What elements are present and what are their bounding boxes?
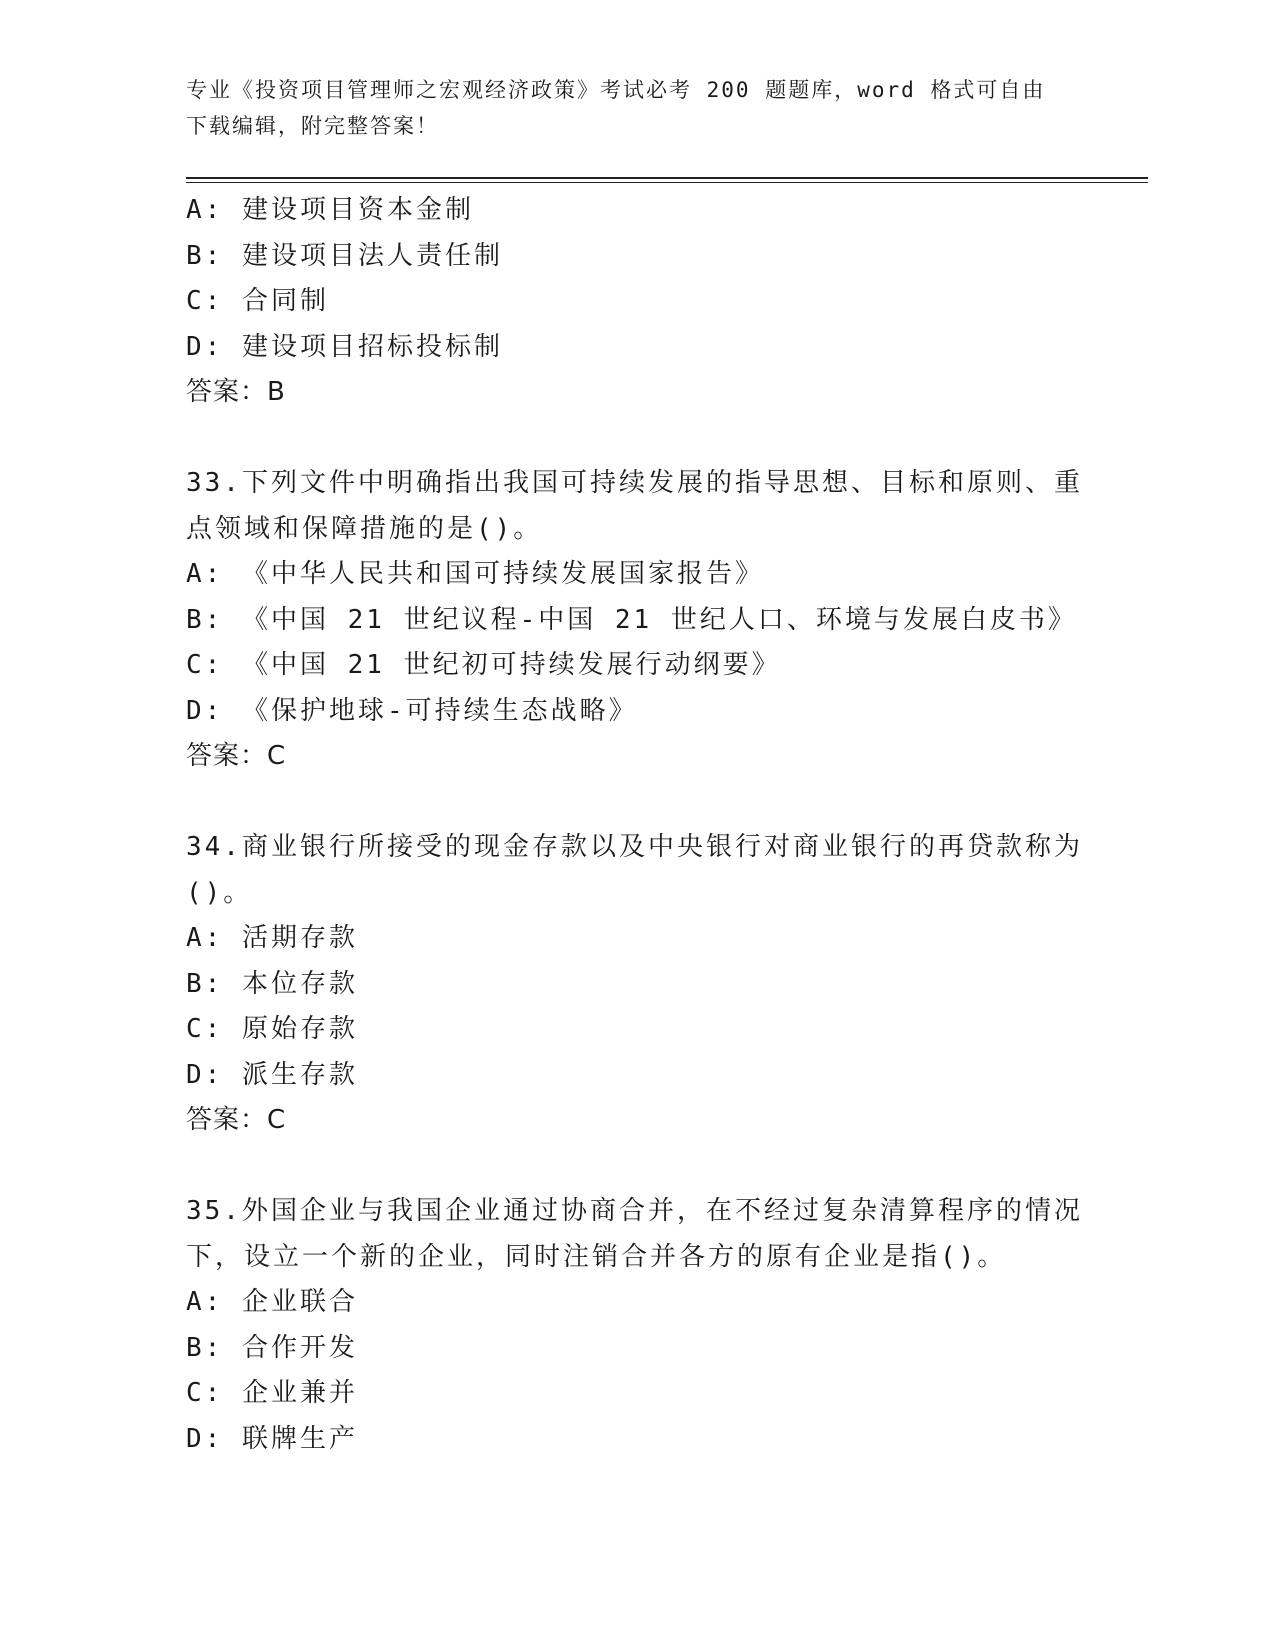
option-d: D: 《保护地球-可持续生态战略》 [186, 695, 638, 726]
option-b: B: 本位存款 [186, 968, 358, 999]
question-stem-line-1: 34.商业银行所接受的现金存款以及中央银行对商业银行的再贷款称为 [186, 832, 1083, 862]
option-d: D: 建设项目招标投标制 [186, 331, 503, 362]
question-list [186, 188, 1086, 1462]
option-c: C: 企业兼并 [186, 1378, 358, 1408]
answer-line: 答案：C [186, 741, 287, 771]
question-35 [186, 1189, 1086, 1462]
option-c: C: 合同制 [186, 286, 329, 316]
header-line-2: 下载编辑，附完整答案！ [186, 114, 439, 138]
question-stem-line-1: 33.下列文件中明确指出我国可持续发展的指导思想、目标和原则、重 [186, 468, 1083, 498]
question-stem-line-1: 35.外国企业与我国企业通过协商合并，在不经过复杂清算程序的情况 [186, 1196, 1083, 1226]
option-d: D: 派生存款 [186, 1059, 358, 1090]
answer-line: 答案：C [186, 1105, 287, 1135]
question-stem-line-2: 点领域和保障措施的是()。 [186, 513, 543, 544]
option-b: B: 合作开发 [186, 1332, 358, 1363]
option-b: B: 建设项目法人责任制 [186, 240, 503, 271]
spacer [186, 1144, 1086, 1190]
option-a: A: 《中华人民共和国可持续发展国家报告》 [186, 559, 764, 589]
option-c: C: 原始存款 [186, 1014, 358, 1044]
option-d: D: 联牌生产 [186, 1423, 358, 1454]
question-33 [186, 461, 1086, 780]
option-a: A: 企业联合 [186, 1287, 358, 1317]
answer-line: 答案：B [186, 377, 286, 407]
question-34 [186, 825, 1086, 1144]
question-32 [186, 188, 1086, 416]
option-b: B: 《中国 21 世纪议程-中国 21 世纪人口、环境与发展白皮书》 [186, 604, 1077, 635]
question-stem-line-2: ()。 [186, 877, 253, 908]
question-stem-line-2: 下，设立一个新的企业，同时注销合并各方的原有企业是指()。 [186, 1241, 1007, 1272]
header-line-1: 专业《投资项目管理师之宏观经济政策》考试必考 200 题题库，word 格式可自由 [186, 78, 1046, 102]
header-divider [186, 177, 1148, 183]
option-a: A: 活期存款 [186, 923, 358, 953]
document-header [186, 72, 1066, 144]
spacer [186, 416, 1086, 462]
option-c: C: 《中国 21 世纪初可持续发展行动纲要》 [186, 650, 781, 680]
option-a: A: 建设项目资本金制 [186, 195, 474, 225]
spacer [186, 780, 1086, 826]
